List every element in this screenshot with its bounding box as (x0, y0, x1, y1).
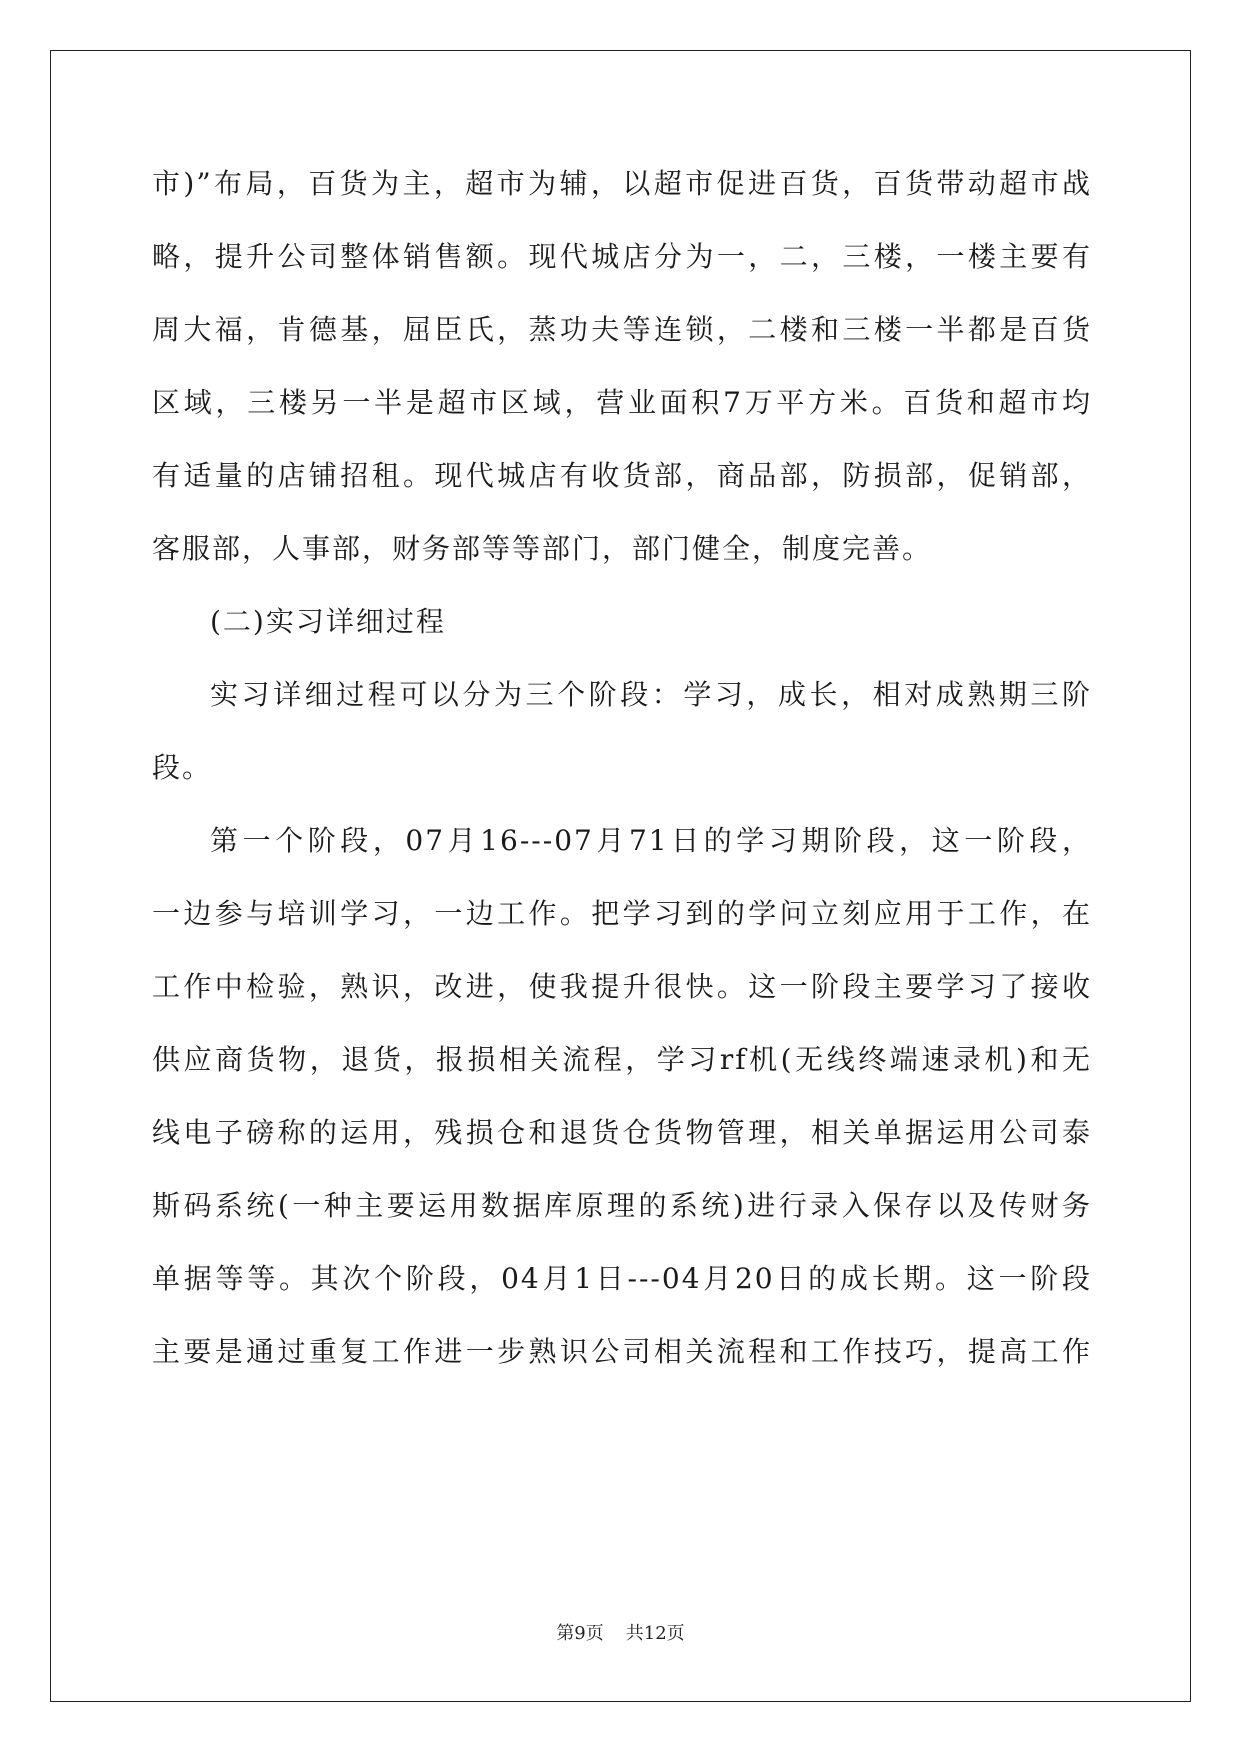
page-total: 共12页 (625, 1623, 685, 1644)
paragraph-line: 工作中检验，熟识，改进，使我提升很快。这一阶段主要学习了接收 (152, 970, 1092, 1003)
paragraph-line: 有适量的店铺招租。现代城店有收货部，商品部，防损部，促销部， (152, 459, 1092, 492)
paragraph-line: 线电子磅称的运用，残损仓和退货仓货物管理，相关单据运用公司泰 (152, 1116, 1092, 1149)
paragraph-line: 一边参与培训学习，一边工作。把学习到的学问立刻应用于工作，在 (152, 897, 1092, 930)
paragraph-line: 单据等等。其次个阶段，04月1日---04月20日的成长期。这一阶段 (152, 1262, 1092, 1295)
section-heading: (二)实习详细过程 (210, 605, 446, 638)
paragraph-line: 周大福，肯德基，屈臣氏，蒸功夫等连锁，二楼和三楼一半都是百货 (152, 313, 1092, 346)
paragraph-line: 主要是通过重复工作进一步熟识公司相关流程和工作技巧，提高工作 (152, 1335, 1092, 1368)
paragraph-line: 区域，三楼另一半是超市区域，营业面积7万平方米。百货和超市均 (152, 386, 1092, 419)
page-footer (0, 1622, 1241, 1646)
paragraph-line: 客服部，人事部，财务部等等部门，部门健全，制度完善。 (152, 532, 933, 565)
paragraph-line: 第一个阶段，07月16---07月71日的学习期阶段，这一阶段， (210, 824, 1092, 857)
paragraph-line: 供应商货物，退货，报损相关流程，学习rf机(无线终端速录机)和无 (152, 1043, 1092, 1076)
paragraph-line: 段。 (152, 751, 213, 784)
paragraph-line: 斯码系统(一种主要运用数据库原理的系统)进行录入保存以及传财务 (152, 1189, 1092, 1222)
page-number: 第9页 (556, 1623, 604, 1644)
paragraph-line: 市)”布局，百货为主，超市为辅，以超市促进百货，百货带动超市战 (152, 167, 1092, 200)
page-border (50, 50, 1191, 1702)
paragraph-line: 实习详细过程可以分为三个阶段：学习，成长，相对成熟期三阶 (210, 678, 1092, 711)
paragraph-line: 略，提升公司整体销售额。现代城店分为一，二，三楼，一楼主要有 (152, 240, 1092, 273)
